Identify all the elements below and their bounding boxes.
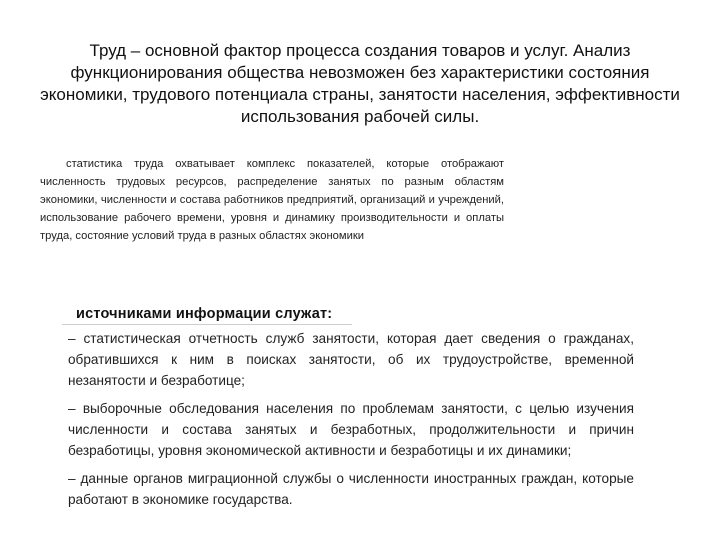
sources-section: [68, 306, 634, 517]
intro-paragraph: статистика труда охватывает комплекс показателей, которые отображают численность трудовых ресурсов, распределение занятых по разным областям экономики, численности и состава работников предприятий, организаций и учреждений, использование рабочего времени, уровня и динамику производительности и оплаты труда, состояние условий труда в разных областях экономики: [40, 158, 504, 242]
source-item: – статистическая отчетность служб занятости, которая дает сведения о гражданах, обратившихся к ним в поисках занятости, об их трудоустройстве, временной незанятости и безработице;: [68, 331, 634, 388]
source-item: – данные органов миграционной службы о численности иностранных граждан, которые работают в экономике государства.: [68, 471, 634, 507]
heading-underline: [62, 324, 352, 325]
source-item: – выборочные обследования населения по проблемам занятости, с целью изучения численности и состава занятых и безработных, продолжительности и причин безработицы, уровня экономической активности и безработицы и их динамики;: [68, 401, 634, 458]
sources-heading: источниками информации служат:: [76, 306, 333, 322]
slide-title: Труд – основной фактор процесса создания товаров и услуг. Анализ функционирования общества невозможен без характеристики состояния экономики, трудового потенциала страны, занятости населения, эффективности использования рабочей силы.: [40, 41, 680, 126]
